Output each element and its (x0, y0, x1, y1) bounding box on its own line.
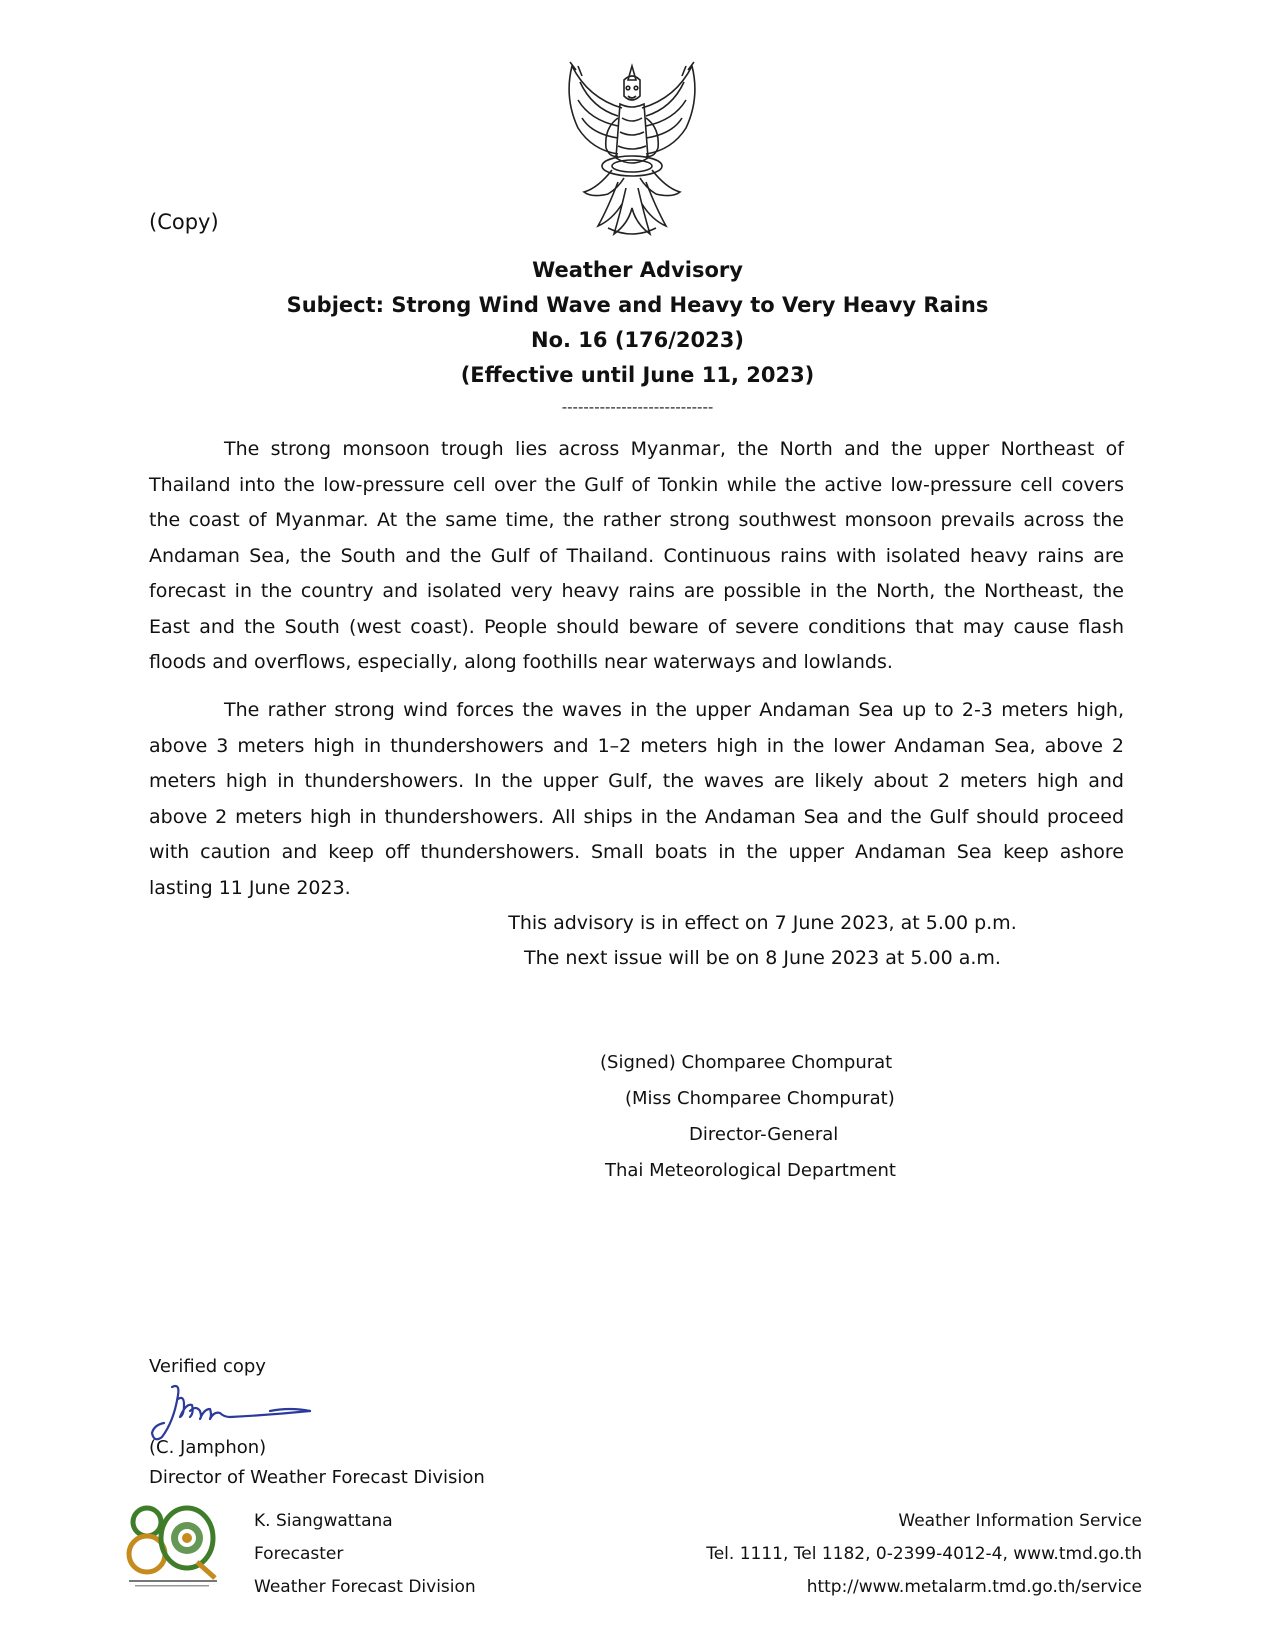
verifier-title: Director of Weather Forecast Division (149, 1467, 485, 1488)
advisory-effective-until: (Effective until June 11, 2023) (460, 363, 815, 387)
effect-line: This advisory is in effect on 7 June 2023, at 5.00 p.m. (508, 912, 1017, 934)
anniversary-80-logo (125, 1500, 225, 1590)
advisory-number: No. 16 (176/2023) (531, 328, 744, 352)
service-phone: Tel. 1111, Tel 1182, 0-2399-4012-4, www.tmd.go.th (706, 1544, 1142, 1564)
signed-line: (Signed) Chomparee Chompurat (600, 1052, 893, 1073)
garuda-emblem (548, 58, 716, 240)
advisory-title: Weather Advisory (532, 258, 743, 282)
signatory-full-name: (Miss Chomparee Chompurat) (625, 1088, 895, 1109)
forecaster-name: K. Siangwattana (254, 1511, 393, 1531)
service-url[interactable]: http://www.metalarm.tmd.go.th/service (806, 1577, 1142, 1597)
next-issue-line: The next issue will be on 8 June 2023 at 5.00 a.m. (524, 947, 1001, 969)
verifier-name: (C. Jamphon) (149, 1437, 267, 1458)
signatory-position: Director-General (689, 1124, 839, 1145)
copy-mark: (Copy) (149, 210, 219, 234)
forecaster-division: Weather Forecast Division (254, 1577, 476, 1597)
verified-label: Verified copy (149, 1356, 266, 1377)
header-divider: ---------------------------- (561, 398, 714, 416)
body-paragraph-waves: The rather strong wind forces the waves in the upper Andaman Sea up to 2-3 meters high, above 3 meters high in thundershowers and 1–2 meters high in the lower Andaman Sea, above 2 meters high in thundershowers. In the upper Gulf, the waves are likely about 2 meters high and above 2 meters high in thundershowers. All ships in the Andaman Sea and the Gulf should proceed with caution and keep off thundershowers. Small boats in the upper Andaman Sea keep ashore lasting 11 June 2023. (149, 699, 1124, 899)
handwritten-signature (150, 1381, 315, 1445)
body-paragraph-weather: The strong monsoon trough lies across Myanmar, the North and the upper Northeast of Thailand into the low-pressure cell over the Gulf of Tonkin while the active low-pressure cell covers the coast of Myanmar. At the same time, the rather strong southwest monsoon prevails across the Andaman Sea, the South and the Gulf of Thailand. Continuous rains with isolated heavy rains are forecast in the country and isolated very heavy rains are possible in the North, the Northeast, the East and the South (west coast). People should beware of severe conditions that may cause flash floods and overflows, especially, along foothills near waterways and lowlands. (149, 438, 1124, 673)
advisory-subject: Subject: Strong Wind Wave and Heavy to Very Heavy Rains (286, 293, 989, 317)
service-name: Weather Information Service (898, 1511, 1142, 1531)
signatory-department: Thai Meteorological Department (605, 1160, 896, 1181)
forecaster-role: Forecaster (254, 1544, 344, 1564)
